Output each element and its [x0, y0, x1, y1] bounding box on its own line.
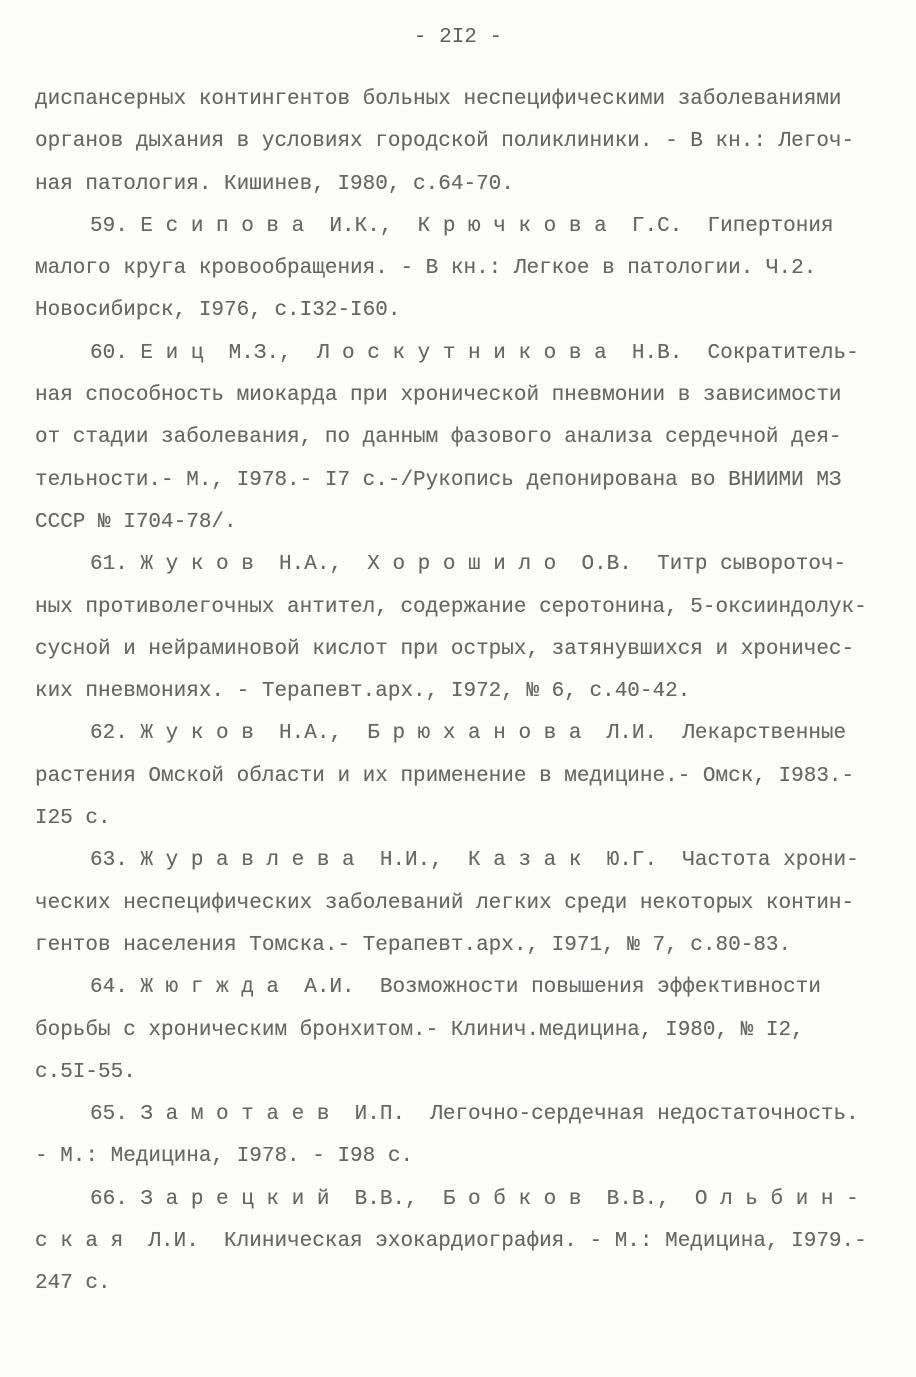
bibliography-line: с к а я Л.И. Клиническая эхокардиография. - М.: Медицина, I979.-	[35, 1230, 867, 1254]
bibliography-entry-60	[0, 333, 916, 544]
bibliography-line: 64. Ж ю г ж д а А.И. Возможности повышения эффективности	[90, 976, 821, 1000]
bibliography-entry-65	[0, 1094, 916, 1179]
bibliography-line: СССР № I704-78/.	[35, 510, 237, 534]
bibliography-line: ких пневмониях. - Терапевт.арх., I972, № 6, с.40-42.	[35, 680, 691, 704]
bibliography-line: диспансерных контингентов больных неспецифическими заболеваниями	[35, 88, 842, 111]
bibliography-line: тельности.- М., I978.- I7 с.-/Рукопись депонирована во ВНИИМИ МЗ	[35, 468, 842, 492]
bibliography-line: Новосибирск, I976, с.I32-I60.	[35, 299, 401, 323]
bibliography-entry-61	[0, 544, 916, 713]
bibliography-line: 62. Ж у к о в Н.А., Б р ю х а н о в а Л.И. Лекарственные	[90, 722, 847, 746]
bibliography-line: растения Омской области и их применение в медицине.- Омск, I983.-	[35, 764, 855, 788]
bibliography-line: ных противолегочных антител, содержание серотонина, 5-оксииндолук-	[35, 595, 867, 619]
bibliography-line: 59. Е с и п о в а И.К., К р ю ч к о в а Г.С. Гипертония	[90, 214, 834, 238]
page-number: - 2I2 -	[413, 26, 503, 49]
bibliography-line: сусной и нейраминовой кислот при острых, затянувшихся и хроничес-	[35, 637, 855, 661]
bibliography-line: гентов населения Томска.- Терапевт.арх., I971, № 7, с.80-83.	[35, 933, 792, 957]
bibliography-line: 247 с.	[35, 1272, 111, 1296]
bibliography-line: 66. З а р е ц к и й В.В., Б о б к о в В.В., О л ь б и н -	[90, 1187, 859, 1211]
bibliography-entry-62	[0, 713, 916, 840]
bibliography-line: - М.: Медицина, I978. - I98 с.	[35, 1145, 414, 1169]
bibliography-line: ческих неспецифических заболеваний легких среди некоторых контин-	[35, 891, 855, 915]
bibliography-line: 63. Ж у р а в л е в а Н.И., К а з а к Ю.Г. Частота хрони-	[90, 849, 859, 873]
bibliography-line: с.5I-55.	[35, 1060, 136, 1084]
bibliography-line: от стадии заболевания, по данным фазового анализа сердечной дея-	[35, 426, 842, 450]
bibliography-entry-66	[0, 1179, 916, 1306]
bibliography-entry-59	[0, 206, 916, 333]
bibliography-line: ная патология. Кишинев, I980, с.64-70.	[35, 172, 514, 196]
bibliography-line: малого круга кровообращения. - В кн.: Легкое в патологии. Ч.2.	[35, 257, 817, 281]
bibliography-entry-64	[0, 967, 916, 1094]
bibliography-line: органов дыхания в условиях городской поликлиники. - В кн.: Легоч-	[35, 130, 855, 154]
bibliography-entry-63	[0, 840, 916, 967]
bibliography-list	[0, 79, 916, 1306]
bibliography-line: I25 с.	[35, 807, 111, 831]
bibliography-line: борьбы с хроническим бронхитом.- Клинич.медицина, I980, № I2,	[35, 1018, 804, 1042]
bibliography-line: 65. З а м о т а е в И.П. Легочно-сердечная недостаточность.	[90, 1103, 859, 1127]
bibliography-entry-continuation	[0, 79, 916, 206]
bibliography-line: 61. Ж у к о в Н.А., Х о р о ш и л о О.В. Титр сывороточ-	[90, 553, 847, 577]
bibliography-line: 60. Е и ц М.З., Л о с к у т н и к о в а Н.В. Сократитель-	[90, 341, 859, 365]
bibliography-line: ная способность миокарда при хронической пневмонии в зависимости	[35, 384, 842, 408]
